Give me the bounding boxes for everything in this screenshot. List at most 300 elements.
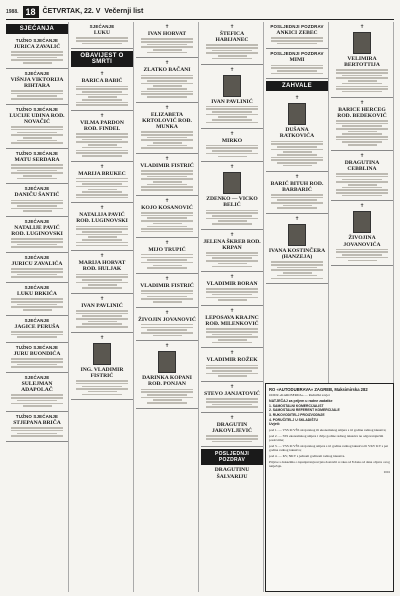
text-line (141, 93, 193, 95)
text-line (153, 399, 182, 401)
notice-card (136, 238, 198, 274)
ad-condition-text: pod 1. — VSS ili VŠS strojarskog ili ekonomskog smjera s tri godine radnog iskustva; (269, 428, 387, 433)
cross-icon: ✝ (229, 350, 235, 357)
text-line (141, 212, 193, 214)
text-line (141, 298, 193, 300)
text-line (11, 59, 63, 61)
text-line (336, 192, 388, 194)
text-line (218, 263, 247, 265)
text-line (82, 287, 123, 289)
text-line (277, 70, 318, 72)
text-line (206, 398, 258, 400)
page-header (6, 4, 394, 19)
text-line (141, 173, 193, 175)
text-line (76, 88, 128, 90)
deceased-name: LEPOSAVA KRAJNC ROĐ. MILENKOVIĆ (205, 314, 259, 328)
notice-card (136, 58, 198, 102)
page-year: 1988. (6, 8, 19, 15)
text-line (212, 266, 253, 268)
notice-card (266, 214, 328, 284)
notice-card (331, 98, 393, 151)
cross-icon: ✝ (164, 60, 170, 67)
text-line (348, 144, 377, 146)
text-line (212, 404, 253, 406)
text-line (218, 299, 247, 301)
text-line (141, 332, 193, 334)
deceased-name: DANIČU ŠANTIĆ (14, 192, 60, 199)
text-line (11, 403, 63, 405)
text-line (206, 47, 258, 49)
text-line (271, 269, 323, 271)
text-line (342, 141, 383, 143)
text-line (277, 154, 318, 156)
cross-icon: ✝ (164, 197, 170, 204)
deceased-name: BARIĆ BITUH ROD. BARBARIĆ (270, 180, 324, 193)
text-line (17, 433, 58, 435)
text-line (336, 249, 388, 251)
notice-card (136, 341, 198, 409)
text-line (206, 331, 258, 333)
text-line (11, 358, 63, 360)
text-line (17, 132, 58, 134)
notice-card (136, 308, 198, 342)
deceased-name: ŠTEFICA HABIJANEC (215, 31, 249, 44)
text-line (147, 226, 188, 228)
notice-card (201, 348, 263, 382)
text-line (76, 274, 128, 276)
cross-icon: ✝ (229, 231, 235, 238)
text-line (277, 267, 318, 269)
text-line (218, 116, 247, 118)
text-line (11, 93, 63, 95)
text-line (141, 389, 193, 391)
text-line (283, 165, 312, 167)
ad-position-item: 3. RUKOVODITELJ PROIZVODNJE (269, 413, 325, 418)
cross-icon: ✝ (359, 203, 365, 210)
text-line (271, 197, 323, 199)
ad-condition-text: pod 3. — VSS ili VŠS strojarskog smjera s tri godine radnog iskustva ili VKV KV s pet godina radnog iskustva; (269, 443, 389, 453)
text-line (147, 88, 188, 90)
text-line (218, 156, 247, 158)
text-line (206, 114, 258, 116)
deceased-name: VELIMIRA BERTOTTIJA (344, 56, 380, 69)
text-line (141, 290, 193, 292)
ad-condition-text: Prijave s dokazima o ispunjavanju uvjeta dostaviti u roku od 8 dana od dana objave ovog natječaja. (269, 459, 390, 469)
deceased-name: DARINKA KOPANI ROĐ. PONJAN (142, 375, 192, 388)
text-line (141, 215, 193, 217)
notice-card (331, 151, 393, 202)
notice-card (6, 36, 68, 69)
text-line (11, 430, 63, 432)
ad-condition-text: pod 4. — KV, NKV s jednom godinom radnog iskustva. (269, 454, 346, 459)
text-line (342, 125, 383, 127)
notice-card (266, 172, 328, 215)
cross-icon: ✝ (99, 205, 105, 212)
text-line (11, 435, 63, 437)
deceased-name: JURICU ZAVALIĆA (11, 261, 63, 268)
text-line (11, 246, 63, 248)
notice-heading: SJEĆANJE (24, 70, 50, 76)
text-line (141, 186, 193, 188)
text-line (271, 65, 323, 67)
text-line (271, 67, 323, 69)
text-line (147, 145, 188, 147)
text-line (11, 129, 63, 131)
text-line (76, 380, 128, 382)
notice-card (201, 129, 263, 163)
ad-reference-number: 3043 (383, 469, 390, 474)
cross-icon: ✝ (164, 24, 170, 30)
text-line (82, 323, 123, 325)
notice-card (6, 217, 68, 253)
text-line (23, 309, 52, 311)
deceased-name: ELIZABETA KRTOLOVIĆ ROĐ. MUNKA (142, 111, 192, 131)
text-line (206, 365, 258, 367)
notice-heading: TUŽNO SJEĆANJE (15, 413, 59, 419)
cross-icon: ✝ (99, 71, 105, 78)
text-line (17, 400, 58, 402)
ad-position-item: 4. PORUČITELJ U SKLADIŠTU (269, 417, 318, 422)
text-line (17, 57, 58, 59)
text-line (336, 88, 388, 90)
text-line (147, 176, 188, 178)
text-line (141, 254, 193, 256)
text-line (336, 181, 388, 183)
text-line (147, 44, 188, 46)
cross-icon: ✝ (164, 156, 170, 163)
text-line (82, 239, 123, 241)
text-line (82, 99, 123, 101)
text-line (141, 189, 193, 191)
deceased-name: JELENA ŠKREB ROD. KRPAN (203, 238, 261, 251)
notice-card (331, 22, 393, 98)
ad-position-list (269, 404, 390, 422)
text-line (147, 296, 188, 298)
text-line (218, 220, 247, 222)
text-line (88, 391, 117, 393)
text-line (271, 40, 323, 42)
text-line (283, 205, 312, 207)
ad-company: RO «AUTODUBRAVA» ZAGREB, Maksimirska 282 (269, 387, 368, 392)
notice-card (6, 373, 68, 412)
deceased-name: ZLATKO BAČANI (143, 67, 191, 74)
column-1 (6, 22, 69, 592)
text-line (336, 251, 388, 253)
text-line (218, 375, 247, 377)
text-line (141, 397, 193, 399)
notice-card (71, 294, 133, 333)
notice-card (331, 201, 393, 266)
text-line (348, 260, 377, 262)
notice-heading: TUŽNO SJEĆANJE (15, 150, 59, 156)
deceased-name: ŽIVOJIN JOVANOVIĆ (138, 316, 196, 323)
deceased-name: MARIJA BRUKEC (78, 170, 126, 177)
cross-icon: ✝ (229, 415, 235, 422)
notice-heading: SJEĆANJE (24, 219, 50, 225)
text-line (336, 189, 388, 191)
deceased-name: IVANA KOSTINČERA (HANZEJA) (268, 248, 326, 261)
text-line (147, 217, 188, 219)
text-line (82, 394, 123, 396)
text-line (206, 260, 258, 262)
deceased-name: STEVO JANJATOVIĆ (204, 391, 260, 398)
deceased-name: ANKICI ZEBEC (276, 30, 318, 36)
text-line (11, 172, 63, 174)
text-line (336, 77, 388, 79)
text-line (336, 128, 388, 130)
job-advertisement (265, 383, 394, 592)
text-line (206, 212, 258, 214)
deceased-name: BARICA BABIĆ (81, 78, 123, 85)
text-line (17, 205, 58, 207)
text-line (11, 164, 63, 166)
cross-icon: ✝ (99, 253, 105, 260)
notice-card (71, 333, 133, 401)
text-line (141, 46, 193, 48)
notice-heading: SJEĆANJE (24, 317, 50, 323)
text-line (11, 51, 63, 53)
text-line (11, 208, 63, 210)
text-line (17, 178, 58, 180)
cross-icon: ✝ (359, 152, 365, 159)
text-line (11, 361, 63, 363)
text-line (342, 195, 383, 197)
text-line (206, 145, 258, 147)
text-line (82, 386, 123, 388)
text-line (141, 41, 193, 43)
cross-icon: ✝ (99, 113, 105, 120)
notice-card (136, 103, 198, 154)
text-line (88, 189, 117, 191)
deceased-name: LUKU (93, 30, 111, 36)
notice-card (201, 413, 263, 447)
text-line (76, 326, 128, 328)
text-line (153, 265, 182, 267)
text-line (277, 146, 318, 148)
notice-card (71, 111, 133, 162)
cross-icon: ✝ (359, 99, 365, 106)
cross-icon: ✝ (294, 216, 300, 223)
text-line (76, 40, 128, 42)
text-line (336, 72, 388, 74)
text-line (88, 144, 117, 146)
text-line (76, 141, 128, 143)
text-line (342, 75, 383, 77)
notice-card (266, 93, 328, 171)
text-line (212, 150, 253, 152)
text-line (141, 220, 193, 222)
cross-icon: ✝ (229, 307, 235, 314)
deceased-name: DRAGUTIN JAKOVLJEVIĆ (211, 422, 253, 435)
text-line (76, 282, 128, 284)
cross-icon: ✝ (229, 164, 235, 171)
text-line (11, 306, 63, 308)
text-line (11, 271, 63, 273)
notice-card (136, 154, 198, 196)
text-line (82, 231, 123, 233)
text-line (17, 170, 58, 172)
deceased-name: VLADIMIR FISTRIĆ (140, 282, 194, 289)
text-line (206, 373, 258, 375)
notice-card (6, 69, 68, 105)
deceased-name: DRAGUTINA CEBBLINA (344, 159, 380, 172)
notice-heading: POSLJEDNJI POZDRAV (270, 24, 324, 29)
notice-heading: SJEĆANJE (24, 186, 50, 192)
deceased-name: MARIJA HORVAT ROĐ. HULJAK (78, 260, 126, 273)
text-line (76, 150, 128, 152)
text-line (141, 262, 193, 264)
notice-card (71, 251, 133, 294)
deceased-name: VIŠNJA VIKTORIJA RIHTARA (10, 76, 64, 89)
notice-card (201, 65, 263, 129)
text-line (82, 191, 123, 193)
text-line (11, 394, 63, 396)
cross-icon: ✝ (99, 163, 105, 170)
text-line (153, 223, 182, 225)
text-line (271, 141, 323, 143)
text-line (206, 153, 258, 155)
text-line (271, 202, 323, 204)
text-line (206, 336, 258, 338)
text-line (147, 96, 188, 98)
text-line (153, 49, 182, 51)
text-line (336, 139, 388, 141)
text-line (336, 120, 388, 122)
deceased-name: VLADIMIR BORAN (206, 281, 258, 288)
text-line (277, 43, 318, 45)
newspaper-name: Večernji list (104, 8, 144, 15)
text-line (11, 142, 63, 144)
text-line (206, 108, 258, 110)
deceased-name: ZDENKO — VICKO BELIĆ (206, 196, 258, 209)
text-line (271, 194, 323, 196)
notice-card (136, 22, 198, 58)
deceased-name: VLADIMIR FISTRIĆ (140, 163, 194, 170)
notice-card (266, 49, 328, 79)
deceased-name: ŽIVOJINA JOVANOVIĆA (343, 235, 381, 248)
text-line (141, 257, 193, 259)
deceased-name: BARICE HERCEG ROD. BEDEKOVIĆ (337, 106, 387, 119)
text-line (11, 238, 63, 240)
text-line (271, 264, 323, 266)
text-line (206, 218, 258, 220)
text-line (88, 96, 117, 98)
ad-condition-text: pod 2. — SSS ekonomskog smjera i dvije godine radnog iskustva na odgovarajućim poslovima; (269, 433, 384, 443)
portrait-photo (223, 172, 241, 194)
text-line (206, 122, 258, 124)
deceased-name: NATALIJE PAVIĆ ROD. LUGINOVSKI (11, 225, 63, 238)
text-line (348, 184, 377, 186)
cross-icon: ✝ (164, 239, 170, 246)
text-line (212, 111, 253, 113)
text-line (336, 257, 388, 259)
text-line (17, 364, 58, 366)
cross-icon: ✝ (229, 66, 235, 73)
thanks-banner: ZAHVALE (266, 81, 328, 91)
text-line (206, 401, 258, 403)
text-line (11, 54, 63, 56)
text-line (342, 91, 383, 93)
cross-icon: ✝ (164, 309, 170, 316)
text-line (23, 210, 52, 212)
text-line (348, 80, 377, 82)
text-line (147, 184, 188, 186)
text-line (23, 405, 52, 407)
text-line (11, 298, 63, 300)
ad-position-item: 1. SAMOSTALNI KOMERCIJALIST (269, 403, 324, 408)
death-notice-banner: OBAVIJEST O SMRTI (71, 51, 133, 67)
columns (6, 22, 394, 592)
text-line (271, 159, 323, 161)
cross-icon: ✝ (164, 343, 170, 350)
notice-heading: SJEĆANJE (24, 375, 50, 381)
text-line (141, 131, 193, 133)
notice-card (201, 230, 263, 273)
text-line (82, 139, 123, 141)
text-line (76, 136, 128, 138)
notice-card (71, 69, 133, 111)
text-line (82, 279, 123, 281)
deceased-name: IVAN PAVLINIĆ (81, 302, 123, 309)
text-line (206, 252, 258, 254)
page-number: 18 (23, 6, 39, 18)
text-line (147, 402, 188, 404)
text-line (76, 102, 128, 104)
text-line (336, 86, 388, 88)
text-line (153, 301, 182, 303)
notice-card (6, 149, 68, 184)
text-line (336, 69, 388, 71)
text-line (11, 241, 63, 243)
text-line (11, 202, 63, 204)
text-line (76, 37, 128, 39)
text-line (17, 140, 58, 142)
deceased-name: MIJO TRUPIĆ (148, 246, 186, 253)
text-line (206, 291, 258, 293)
text-line (76, 276, 128, 278)
text-line (82, 315, 123, 317)
deceased-name: JURICA ZAVALIĆ (13, 44, 61, 50)
text-line (206, 44, 258, 46)
column-4 (201, 22, 264, 592)
deceased-name: VILMA PARDON ROĐ. FINDEL (80, 120, 124, 133)
text-line (141, 147, 193, 149)
text-line (206, 328, 258, 330)
text-line (212, 294, 253, 296)
notice-heading: SJEĆANJE (24, 285, 50, 291)
portrait-photo (353, 211, 371, 233)
text-line (76, 242, 128, 244)
text-line (17, 336, 58, 338)
notice-card (71, 162, 133, 204)
text-line (76, 228, 128, 230)
text-line (271, 143, 323, 145)
ad-position-item: 2. SAMOSTALNI REFERENT KOMERCIJALE (269, 408, 340, 413)
text-line (212, 257, 253, 259)
text-line (271, 157, 323, 159)
notice-card (6, 316, 68, 343)
text-line (336, 173, 388, 175)
text-line (141, 170, 193, 172)
notice-heading: SJEĆANJE (89, 24, 115, 29)
text-line (76, 86, 128, 88)
notice-heading: TUŽNO SJEĆANJE (15, 38, 59, 43)
text-line (147, 259, 188, 261)
text-line (141, 91, 193, 93)
cross-icon: ✝ (229, 384, 235, 391)
text-line (212, 119, 253, 121)
text-line (141, 139, 193, 141)
